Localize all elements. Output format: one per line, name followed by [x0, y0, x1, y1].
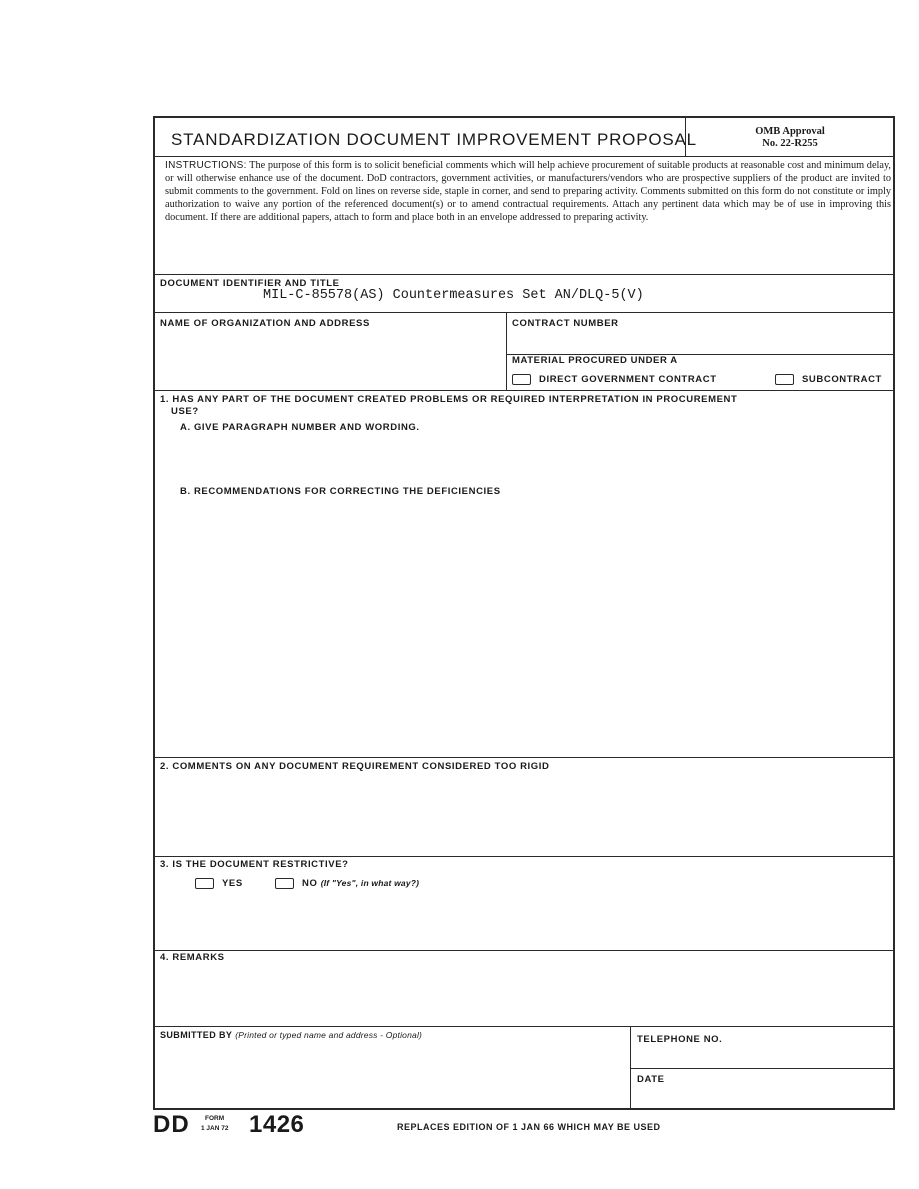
divider: [155, 274, 893, 275]
org-field[interactable]: [157, 331, 505, 389]
divider: [155, 312, 893, 313]
q3-label: 3. IS THE DOCUMENT RESTRICTIVE?: [160, 859, 349, 870]
yes-checkbox[interactable]: [195, 878, 214, 889]
omb-approval-line1: OMB Approval: [755, 126, 825, 137]
divider: [155, 1026, 893, 1027]
date-label: DATE: [637, 1074, 665, 1085]
proposal-form: [153, 116, 895, 1110]
no-checkbox[interactable]: [275, 878, 294, 889]
q2-label: 2. COMMENTS ON ANY DOCUMENT REQUIREMENT CONSIDERED TOO RIGID: [160, 761, 550, 772]
divider: [630, 1068, 893, 1069]
divider: [155, 156, 893, 157]
divider: [155, 757, 893, 758]
divider: [155, 390, 893, 391]
submitted-by-field[interactable]: [160, 1044, 626, 1106]
instructions-body: The purpose of this form is to solicit beneficial comments which will help achieve procurement of suitable products at reasonable cost and minimum delay, or will otherwise enhance use of the document. DoD contractors, government activities, or manufacturers/vendors who are prospective suppliers of the product are invited to submit comments to the government. Fold on lines on reverse side, staple in corner, and send to preparing activity. Comments submitted on this form do not constitute or imply authorization to waive any portion of the referenced document(s) or to amend contractual requirements. Attach any pertinent data which may be of use in improving this document. If there are additional papers, attach to form and place both in an envelope addressed to preparing activity.: [165, 160, 891, 223]
submitted-by-label-group: [160, 1030, 422, 1040]
org-label: NAME OF ORGANIZATION AND ADDRESS: [160, 318, 370, 329]
remarks-field[interactable]: [160, 966, 888, 1022]
no-note: (If "Yes", in what way?): [320, 878, 420, 889]
replaces-edition-note: REPLACES EDITION OF 1 JAN 66 WHICH MAY BE USED: [397, 1122, 661, 1132]
q4-label: 4. REMARKS: [160, 952, 225, 963]
direct-gov-contract-option[interactable]: [512, 374, 717, 385]
submitted-by-note: (Printed or typed name and address - Optional): [235, 1030, 423, 1040]
q1a-label: A. GIVE PARAGRAPH NUMBER AND WORDING.: [180, 422, 420, 433]
form-title: STANDARDIZATION DOCUMENT IMPROVEMENT PROPOSAL: [171, 130, 697, 149]
form-word: FORM: [205, 1115, 225, 1122]
omb-approval-number: No. 22-R255: [762, 138, 818, 149]
telephone-field[interactable]: [635, 1046, 890, 1066]
submitted-by-label: SUBMITTED BY: [160, 1030, 233, 1040]
q1a-field[interactable]: [175, 436, 885, 482]
date-field[interactable]: [635, 1086, 890, 1106]
q3-field[interactable]: [160, 894, 888, 946]
doc-identifier-value[interactable]: MIL-C-85578(AS) Countermeasures Set AN/DLQ-5(V): [263, 288, 644, 303]
yes-option[interactable]: [195, 878, 243, 889]
instructions-lead: INSTRUCTIONS:: [165, 160, 247, 171]
q1-line2: USE?: [171, 406, 199, 417]
no-option[interactable]: [275, 878, 419, 889]
no-label: NO: [302, 878, 318, 890]
dd-label: DD: [153, 1111, 190, 1138]
contract-number-label: CONTRACT NUMBER: [512, 318, 619, 329]
material-procured-label: MATERIAL PROCURED UNDER A: [512, 355, 678, 366]
contract-number-field[interactable]: [510, 331, 890, 353]
yes-label: YES: [222, 878, 243, 890]
direct-gov-contract-label: DIRECT GOVERNMENT CONTRACT: [539, 374, 717, 386]
q1b-label: B. RECOMMENDATIONS FOR CORRECTING THE DEFICIENCIES: [180, 486, 501, 497]
form-designation: [153, 1111, 305, 1139]
divider: [155, 950, 893, 951]
q1b-field[interactable]: [175, 500, 885, 752]
subcontract-label: SUBCONTRACT: [802, 374, 882, 386]
q2-field[interactable]: [160, 775, 888, 853]
telephone-label: TELEPHONE NO.: [637, 1034, 723, 1045]
form-number: 1426: [249, 1111, 305, 1138]
q1-line1: 1. HAS ANY PART OF THE DOCUMENT CREATED PROBLEMS OR REQUIRED INTERPRETATION IN PROCUREMENT: [160, 394, 738, 405]
divider: [506, 312, 507, 390]
instructions: [165, 159, 891, 224]
omb-approval: [685, 126, 895, 150]
form-date: 1 JAN 72: [201, 1125, 229, 1132]
subcontract-option[interactable]: [775, 374, 882, 385]
subcontract-checkbox[interactable]: [775, 374, 794, 385]
direct-gov-contract-checkbox[interactable]: [512, 374, 531, 385]
divider: [155, 856, 893, 857]
doc-identifier-label: DOCUMENT IDENTIFIER AND TITLE: [160, 278, 340, 289]
